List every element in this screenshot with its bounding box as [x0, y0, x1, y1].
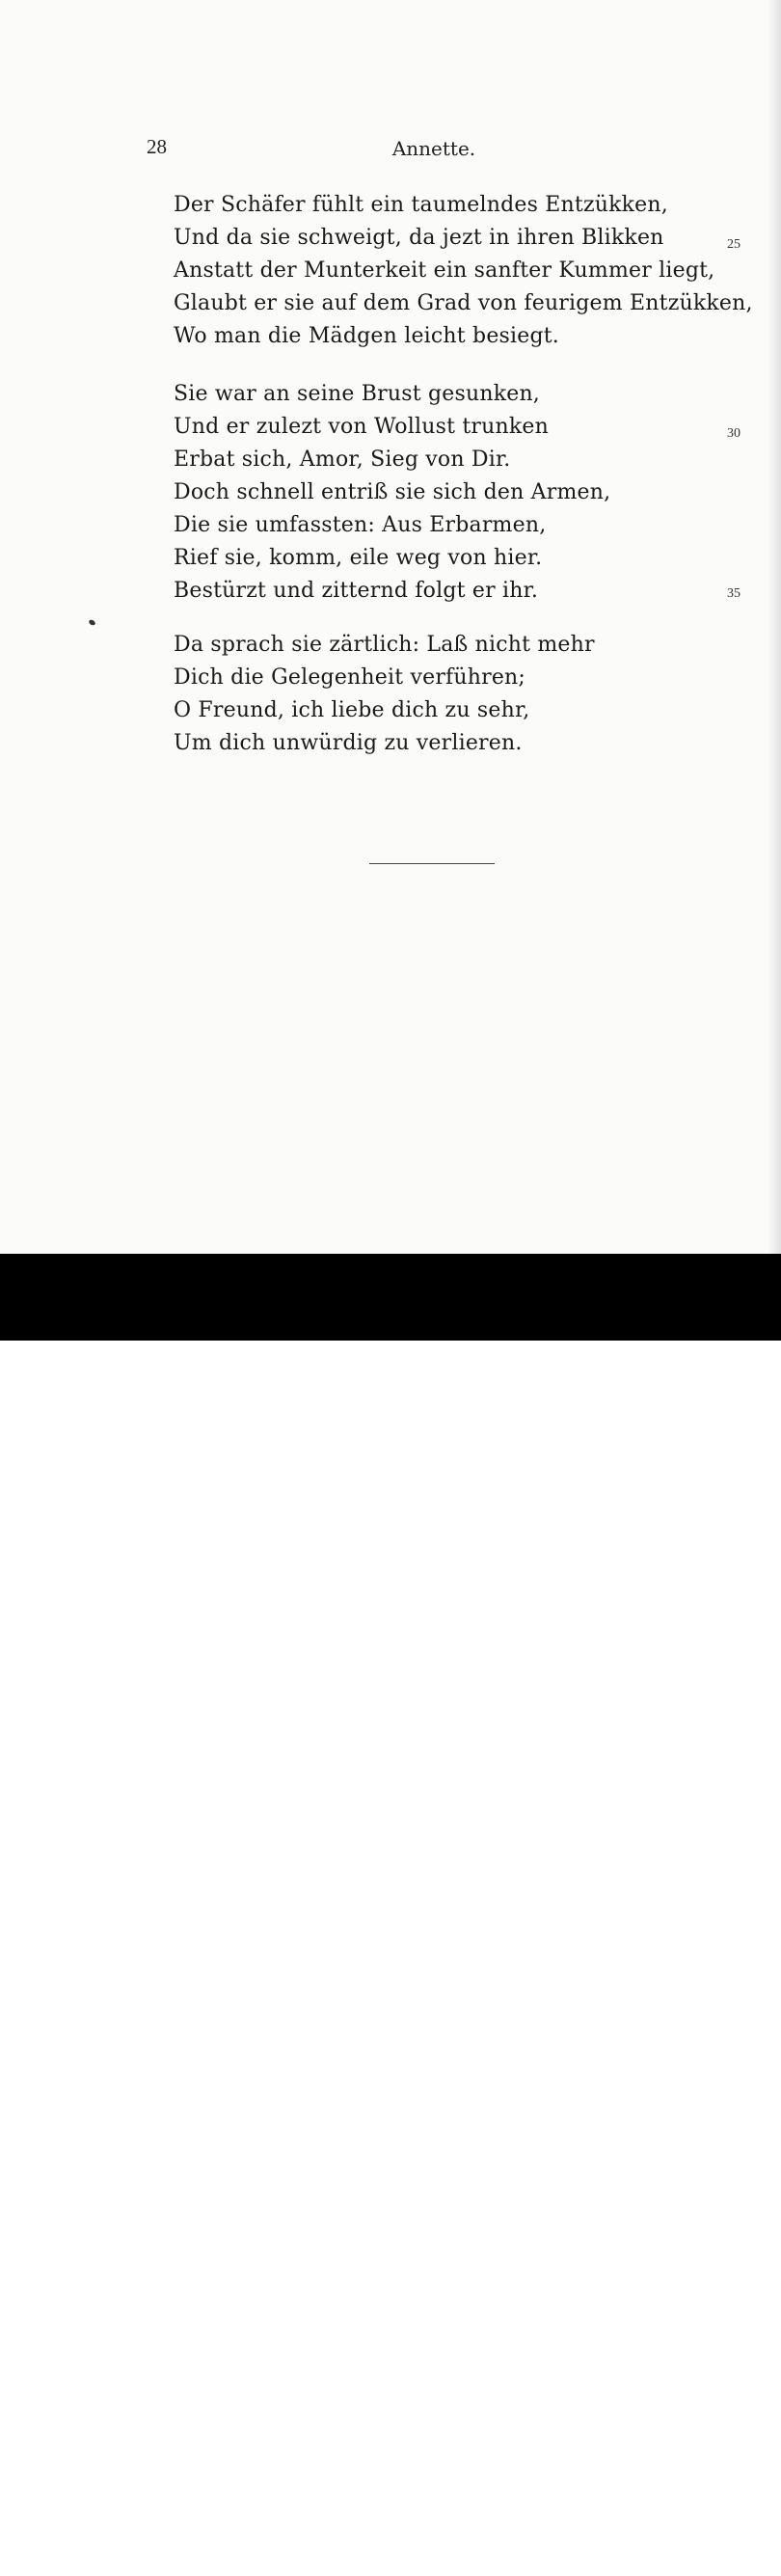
ink-speck	[88, 619, 96, 627]
line-number: 30	[727, 426, 741, 441]
poem-line: Glaubt er sie auf dem Grad von feurigem Entzükken,	[174, 291, 753, 315]
page-number: 28	[147, 135, 167, 158]
poem-line: Bestürzt und zitternd folgt er ihr.	[174, 579, 539, 603]
poem-line: O Freund, ich liebe dich zu sehr,	[174, 698, 530, 722]
line-number: 25	[727, 237, 741, 252]
poem-line: Anstatt der Munterkeit ein sanfter Kummer liegt,	[174, 258, 715, 283]
watermark-bar	[0, 1254, 781, 2575]
image-id: JE8HP8	[658, 2525, 737, 2549]
poem-line: Und er zulezt von Wollust trunken	[174, 415, 549, 439]
book-page	[0, 0, 781, 1254]
watermark-logo: alamy	[21, 2525, 137, 2572]
poem-line: Rief sie, komm, eile weg von hier.	[174, 546, 543, 570]
poem-line: Der Schäfer fühlt ein taumelndes Entzükken,	[174, 193, 668, 217]
poem-line: Dich die Gelegenheit verführen;	[174, 665, 526, 690]
poem-line: Sie war an seine Brust gesunken,	[174, 382, 541, 406]
poem-line: Um dich unwürdig zu verlieren.	[174, 731, 523, 755]
poem-line: Da sprach sie zärtlich: Laß nicht mehr	[174, 633, 595, 657]
watermark-site: www.alamy.com	[612, 2556, 737, 2575]
poem-line: Und da sie schweigt, da jezt in ihren Blikken	[174, 226, 664, 250]
end-rule	[369, 863, 495, 864]
poem-line: Wo man die Mädgen leicht besiegt.	[174, 324, 560, 348]
poem-line: Doch schnell entriß sie sich den Armen,	[174, 480, 611, 504]
poem-line: Die sie umfassten: Aus Erbarmen,	[174, 513, 547, 537]
line-number: 35	[727, 586, 741, 601]
running-title: Annette.	[391, 137, 476, 160]
poem-line: Erbat sich, Amor, Sieg von Dir.	[174, 447, 511, 472]
